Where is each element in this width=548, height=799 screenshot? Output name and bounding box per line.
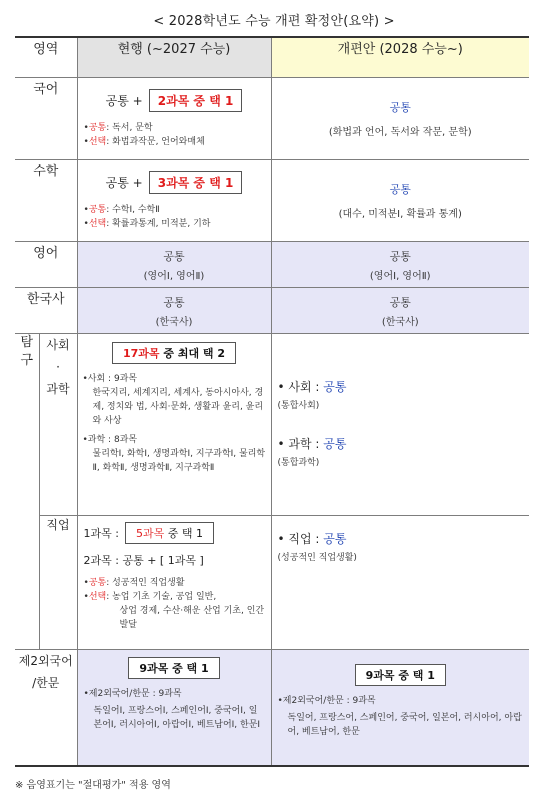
- korean-select-line: •선택: 화법과작문, 언어와매체: [83, 137, 205, 147]
- foreign-new-list: 독일어, 프랑스어, 스페인어, 중국어, 일본어, 러시아어, 아랍어, 베트남어, 한문: [287, 713, 522, 737]
- math-current-prefix: 공통 +: [105, 176, 143, 190]
- science-head: •과학 : 8과목: [82, 435, 138, 445]
- area-history: 한국사: [15, 288, 77, 334]
- math-current-choice: [84, 171, 265, 194]
- korean-select-label: 선택: [88, 137, 107, 147]
- area-social-science: [39, 334, 77, 516]
- korean-current: [77, 78, 271, 160]
- history-new-sub: (한국사): [381, 316, 419, 328]
- math-select-text: : 확률과통계, 미적분, 기하: [106, 219, 211, 229]
- korean-current-choice: [84, 89, 265, 112]
- korean-current-prefix: 공통 +: [105, 94, 143, 108]
- history-new-title: 공통: [389, 295, 411, 309]
- math-select-label: 선택: [88, 219, 107, 229]
- korean-common-text: : 독서, 문학: [106, 123, 153, 133]
- math-select-line: •선택: 확률과통계, 미적분, 기하: [83, 219, 211, 229]
- row-inquiry-job: [15, 516, 529, 650]
- history-current-sub: (한국사): [155, 316, 193, 328]
- english-new-sub: (영어Ⅰ, 영어Ⅱ): [369, 270, 431, 282]
- area-science-label: 과학: [46, 382, 70, 396]
- job-line1-box: [125, 522, 214, 544]
- inquiry-social-box-rest: 중 최대 택 2: [163, 347, 226, 360]
- foreign-new: [271, 650, 529, 766]
- job-select-label: 선택: [88, 592, 107, 602]
- row-math: [15, 160, 529, 242]
- korean-select-text: : 화법과작문, 언어와매체: [106, 137, 205, 147]
- area-social-label: 사회: [46, 338, 70, 352]
- new-science-line: [278, 435, 524, 452]
- korean-new-title: 공통: [389, 101, 411, 114]
- area-math: 수학: [15, 160, 77, 242]
- new-science-sub: (통합과학): [277, 458, 320, 468]
- foreign-new-box: 9과목 중 택 1: [355, 664, 446, 686]
- job-common-label: 공통: [88, 578, 107, 588]
- new-job-value: 공통: [323, 532, 347, 546]
- inquiry-social-new: [271, 334, 529, 516]
- korean-new: [271, 78, 529, 160]
- foreign-current-head: •제2외국어/한문 : 9과목: [83, 689, 182, 699]
- area-inquiry-label: 탐구: [20, 335, 34, 368]
- row-english: [15, 242, 529, 288]
- new-social-line: [278, 378, 524, 395]
- new-job-line: [278, 530, 524, 547]
- job-line1: [84, 522, 265, 544]
- korean-common-line: •공통: 독서, 문학: [83, 123, 153, 133]
- english-new: [271, 242, 529, 288]
- math-current: [77, 160, 271, 242]
- math-new-sub: (대수, 미적분Ⅰ, 확률과 통계): [338, 209, 462, 220]
- job-select-text: : 농업 기초 기술, 공업 일반,: [106, 592, 217, 602]
- foreign-current: [77, 650, 271, 766]
- foreign-new-head: •제2외국어/한문 : 9과목: [277, 696, 376, 706]
- new-science-value: 공통: [323, 437, 347, 451]
- new-science-label: • 과학 :: [277, 437, 320, 451]
- korean-common-label: 공통: [88, 123, 107, 133]
- math-common-text: : 수학Ⅰ, 수학Ⅱ: [106, 205, 160, 215]
- history-current-title: 공통: [163, 295, 185, 309]
- math-current-box: 3과목 중 택 1: [149, 171, 243, 194]
- area-foreign-label: 제2외국어: [18, 654, 73, 668]
- job-line2: 2과목 : 공통 + [ 1과목 ]: [83, 554, 204, 567]
- row-korean: [15, 78, 529, 160]
- job-line1-box-rest: 중 택 1: [167, 527, 203, 540]
- science-list: 물리학Ⅰ, 화학Ⅰ, 생명과학Ⅰ, 지구과학Ⅰ, 물리학Ⅱ, 화학Ⅱ, 생명과학Ⅱ, 지구과학Ⅱ: [92, 449, 266, 473]
- row-inquiry-social: [15, 334, 529, 516]
- area-english: 영어: [15, 242, 77, 288]
- foreign-current-list: 독일어Ⅰ, 프랑스어Ⅰ, 스페인어Ⅰ, 중국어Ⅰ, 일본어Ⅰ, 러시아어Ⅰ, 아랍어Ⅰ, 베트남어Ⅰ, 한문Ⅰ: [93, 706, 261, 730]
- math-common-line: •공통: 수학Ⅰ, 수학Ⅱ: [83, 205, 160, 215]
- social-head: •사회 : 9과목: [82, 374, 138, 384]
- inquiry-social-box-count: 17과목: [122, 347, 160, 360]
- english-current-sub: (영어Ⅰ, 영어Ⅱ): [143, 270, 205, 282]
- new-social-label: • 사회 :: [277, 380, 320, 394]
- math-new-title: 공통: [389, 183, 411, 196]
- area-foreign: [15, 650, 77, 766]
- inquiry-social-choice: [83, 342, 266, 364]
- area-foreign-label-2: /한문: [32, 676, 60, 690]
- social-list: 한국지리, 세계지리, 세계사, 동아시아사, 경제, 정치와 법, 사회·문화, 생활과 윤리, 윤리와 사상: [92, 388, 264, 426]
- job-common-text: : 성공적인 직업생활: [106, 578, 185, 588]
- math-new: [271, 160, 529, 242]
- row-history: [15, 288, 529, 334]
- job-select-line2: 상업 경제, 수산·해운 산업 기초, 인간 발달: [119, 606, 265, 630]
- inquiry-social-current: [77, 334, 271, 516]
- english-current: [77, 242, 271, 288]
- new-social-value: 공통: [323, 380, 347, 394]
- math-common-label: 공통: [88, 205, 107, 215]
- english-current-title: 공통: [163, 249, 185, 263]
- area-korean: 국어: [15, 78, 77, 160]
- comparison-table: [15, 36, 529, 767]
- header-row: [15, 37, 529, 78]
- korean-current-box: 2과목 중 택 1: [149, 89, 243, 112]
- inquiry-job-current: [77, 516, 271, 650]
- job-select-line: •선택: 농업 기초 기술, 공업 일반,: [83, 592, 217, 602]
- korean-new-sub: (화법과 언어, 독서와 작문, 문학): [328, 127, 472, 138]
- new-social-sub: (통합사회): [277, 401, 320, 411]
- header-current: 현행 (~2027 수능): [77, 37, 271, 78]
- history-new: [271, 288, 529, 334]
- page-title: < 2028학년도 수능 개편 확정안(요약) >: [153, 14, 395, 29]
- area-inquiry: [15, 334, 39, 650]
- row-foreign: [15, 650, 529, 766]
- inquiry-social-box: [112, 342, 236, 364]
- history-current: [77, 288, 271, 334]
- header-area: 영역: [15, 37, 77, 78]
- job-line1-prefix: 1과목 :: [83, 527, 119, 540]
- inquiry-job-new: [271, 516, 529, 650]
- area-job: 직업: [39, 516, 77, 650]
- job-common-line: •공통: 성공적인 직업생활: [83, 578, 185, 588]
- foreign-current-box: 9과목 중 택 1: [128, 657, 219, 679]
- new-job-sub: (성공적인 직업생활): [277, 553, 357, 563]
- english-new-title: 공통: [389, 249, 411, 263]
- new-job-label: • 직업 :: [277, 532, 320, 546]
- footnote: ※ 음영표기는 "절대평가" 적용 영역: [15, 780, 171, 791]
- header-new: 개편안 (2028 수능~): [271, 37, 529, 78]
- job-line1-box-count: 5과목: [135, 527, 165, 540]
- area-social-dot: ·: [56, 360, 60, 374]
